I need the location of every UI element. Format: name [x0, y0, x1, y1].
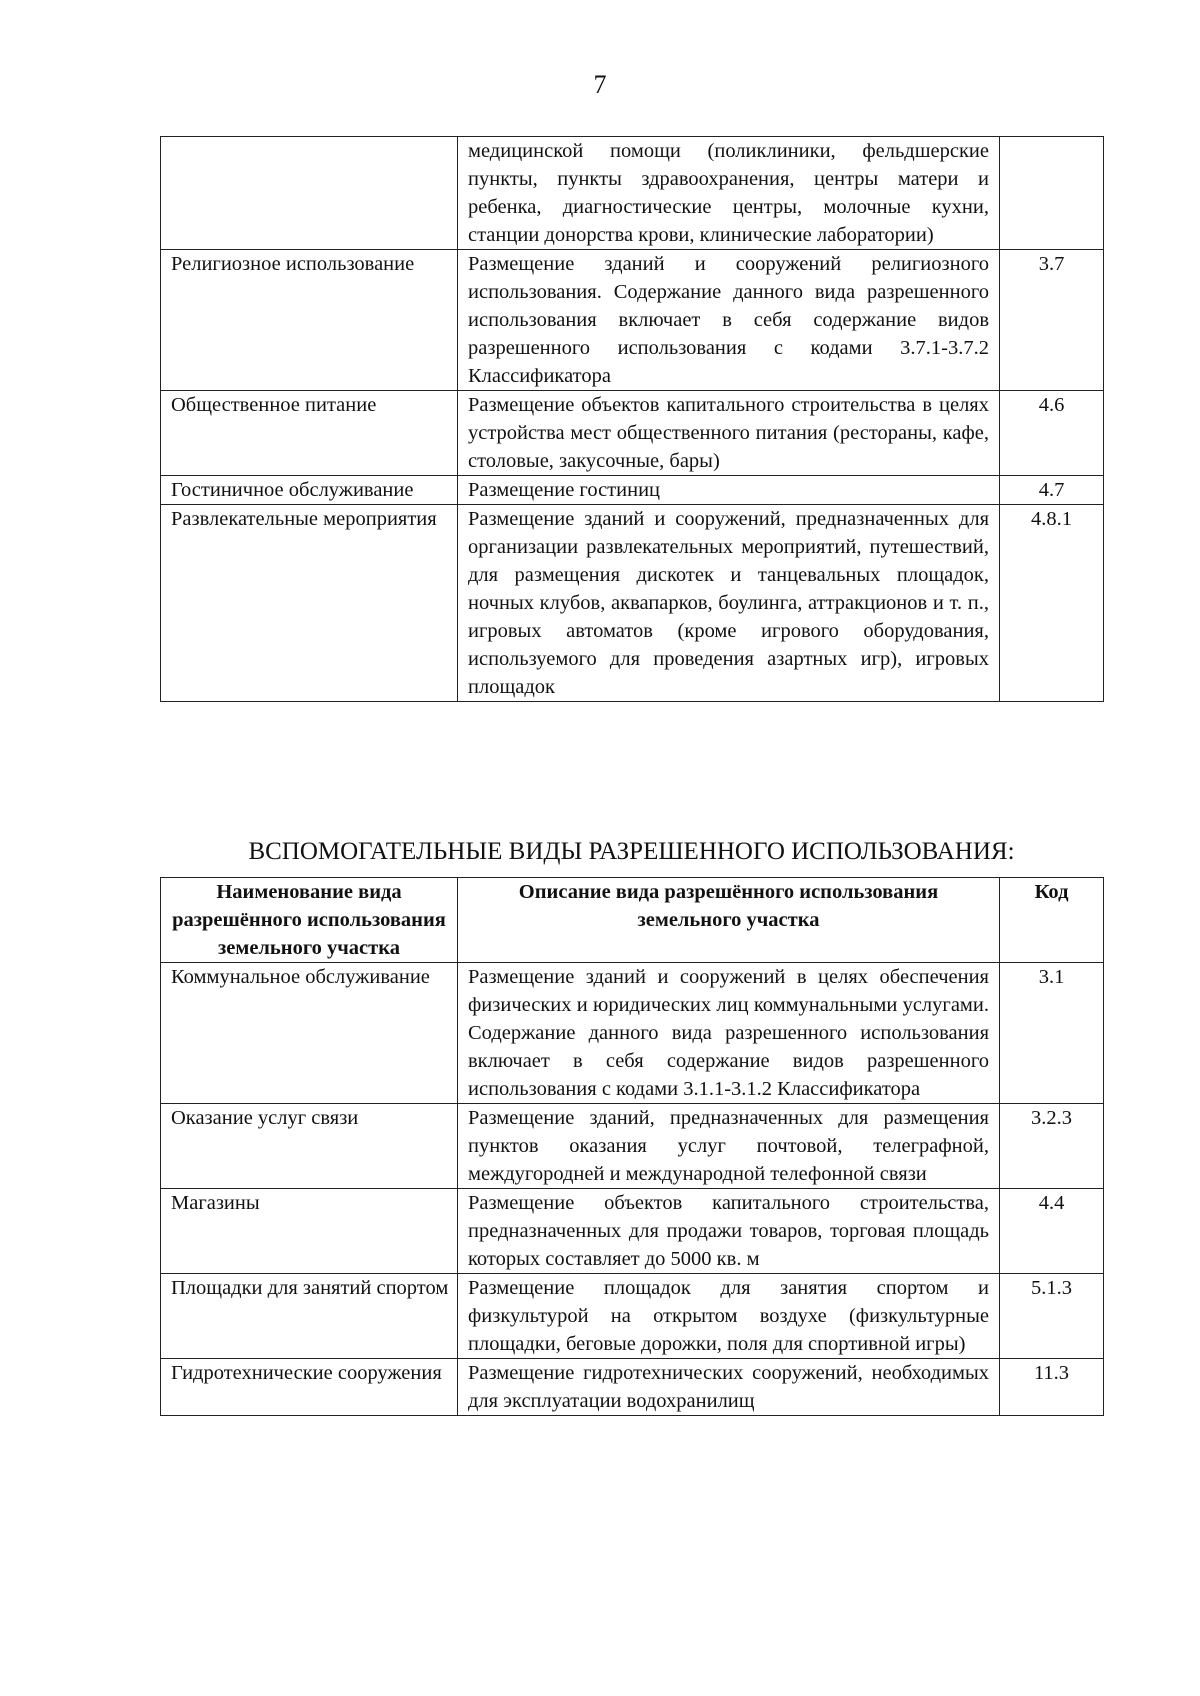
column-header-code: Код: [1000, 878, 1104, 963]
use-code-cell: 3.2.3: [1000, 1104, 1104, 1189]
table-row: [161, 1104, 1104, 1189]
use-description-cell: Размещение зданий и сооружений религиозного использования. Содержание данного вида разрешенного использования включает в себя содержание видов разрешенного использования с кодами 3.7.1-3.7.2 Классификатора: [458, 250, 1000, 391]
use-code-cell: 4.7: [1000, 476, 1104, 505]
use-description-cell: Размещение площадок для занятия спортом и физкультурой на открытом воздухе (физкультурные площадки, беговые дорожки, поля для спортивной игры): [458, 1274, 1000, 1359]
table-row: [161, 137, 1104, 250]
use-code-cell: [1000, 137, 1104, 250]
main-uses-table-continued: [160, 136, 1104, 702]
use-code-cell: 4.8.1: [1000, 505, 1104, 702]
table-row: [161, 1274, 1104, 1359]
use-name-cell: Общественное питание: [161, 391, 458, 476]
table-row: [161, 963, 1104, 1104]
use-description-cell: Размещение объектов капитального строительства в целях устройства мест общественного питания (рестораны, кафе, столовые, закусочные, бары): [458, 391, 1000, 476]
use-description-cell: Размещение зданий, предназначенных для размещения пунктов оказания услуг почтовой, телеграфной, междугородней и международной телефонной связи: [458, 1104, 1000, 1189]
use-code-cell: 5.1.3: [1000, 1274, 1104, 1359]
table-row: [161, 505, 1104, 702]
use-description-cell: медицинской помощи (поликлиники, фельдшерские пункты, пункты здравоохранения, центры матери и ребенка, диагностические центры, молочные кухни, станции донорства крови, клинические лаборатории): [458, 137, 1000, 250]
use-code-cell: 4.4: [1000, 1189, 1104, 1274]
table-row: [161, 476, 1104, 505]
use-code-cell: 3.7: [1000, 250, 1104, 391]
use-description-cell: Размещение гидротехнических сооружений, необходимых для эксплуатации водохранилищ: [458, 1359, 1000, 1416]
use-code-cell: 11.3: [1000, 1359, 1104, 1416]
use-name-cell: Религиозное использование: [161, 250, 458, 391]
table-row: [161, 1189, 1104, 1274]
use-name-cell: Гидротехнические сооружения: [161, 1359, 458, 1416]
page-number: 7: [593, 70, 607, 99]
table-row: [161, 1359, 1104, 1416]
auxiliary-uses-table: [160, 877, 1104, 1416]
use-code-cell: 3.1: [1000, 963, 1104, 1104]
table-row: [161, 391, 1104, 476]
use-description-cell: Размещение гостиниц: [458, 476, 1000, 505]
use-description-cell: Размещение зданий и сооружений в целях обеспечения физических и юридических лиц коммунальными услугами. Содержание данного вида разрешенного использования включает в себя содержание видов разрешенного использования с кодами 3.1.1-3.1.2 Классификатора: [458, 963, 1000, 1104]
table-header-row: [161, 878, 1104, 963]
table-row: [161, 250, 1104, 391]
use-code-cell: 4.6: [1000, 391, 1104, 476]
use-name-cell: Гостиничное обслуживание: [161, 476, 458, 505]
use-name-cell: Коммунальное обслуживание: [161, 963, 458, 1104]
use-name-cell: Магазины: [161, 1189, 458, 1274]
use-name-cell: Развлекательные мероприятия: [161, 505, 458, 702]
section-title: ВСПОМОГАТЕЛЬНЫЕ ВИДЫ РАЗРЕШЕННОГО ИСПОЛЬЗОВАНИЯ:: [248, 838, 1015, 865]
use-name-cell: Площадки для занятий спортом: [161, 1274, 458, 1359]
use-description-cell: Размещение объектов капитального строительства, предназначенных для продажи товаров, торговая площадь которых составляет до 5000 кв. м: [458, 1189, 1000, 1274]
column-header-description: Описание вида разрешённого использования земельного участка: [458, 878, 1000, 963]
column-header-name: Наименование вида разрешённого использования земельного участка: [161, 878, 458, 963]
use-name-cell: Оказание услуг связи: [161, 1104, 458, 1189]
use-description-cell: Размещение зданий и сооружений, предназначенных для организации развлекательных мероприятий, путешествий, для размещения дискотек и танцевальных площадок, ночных клубов, аквапарков, боулинга, аттракционов и т. п., игровых автоматов (кроме игрового оборудования, используемого для проведения азартных игр), игровых площадок: [458, 505, 1000, 702]
use-name-cell: [161, 137, 458, 250]
